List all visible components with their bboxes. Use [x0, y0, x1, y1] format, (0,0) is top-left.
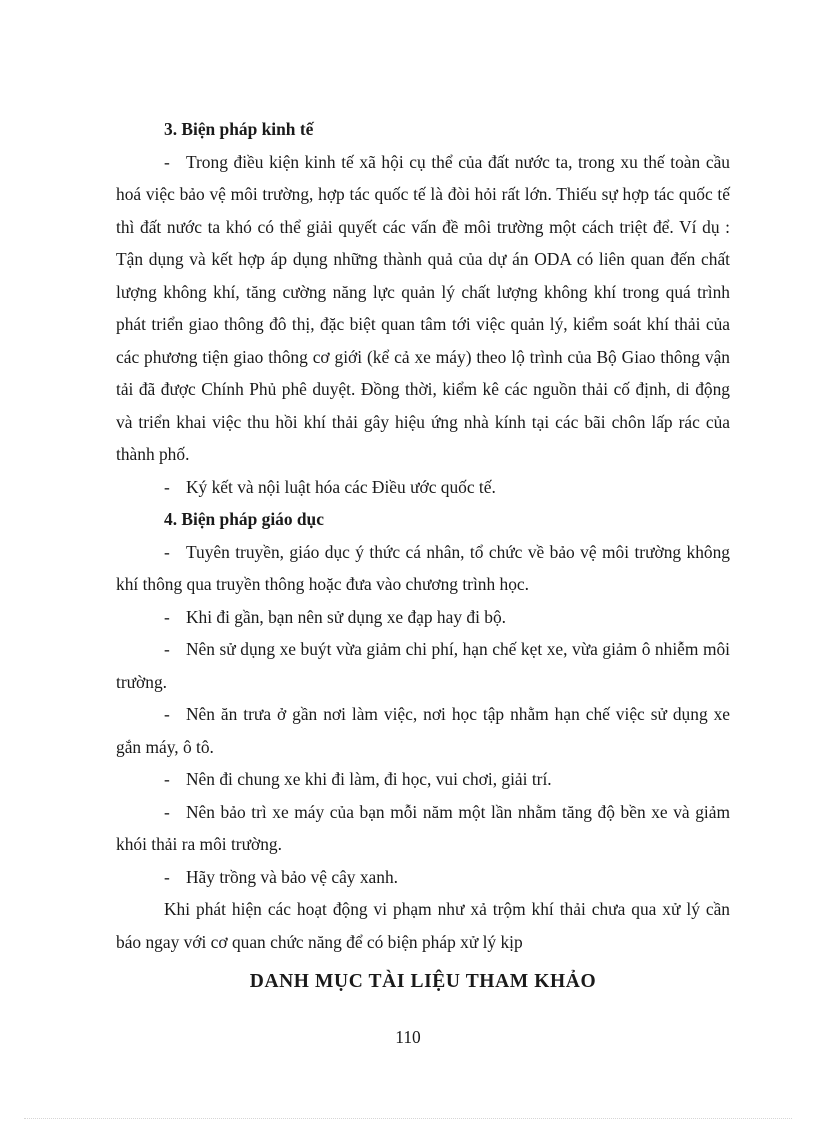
bullet-dash: - — [164, 639, 170, 659]
bullet-text: Nên đi chung xe khi đi làm, đi học, vui chơi, giải trí. — [186, 769, 552, 789]
page-body — [116, 113, 730, 998]
bullet-paragraph — [116, 796, 730, 861]
bullet-paragraph — [116, 698, 730, 763]
bullet-dash: - — [164, 151, 170, 172]
bullet-paragraph — [116, 763, 730, 796]
bullet-text: Ký kết và nội luật hóa các Điều ước quốc tế. — [186, 476, 496, 497]
bullet-paragraph — [116, 536, 730, 601]
closing-paragraph: Khi phát hiện các hoạt động vi phạm như xả trộm khí thải chưa qua xử lý cần báo ngay với cơ quan chức năng để có biện pháp xử lý kịp — [116, 899, 730, 952]
page-number: 110 — [395, 1027, 421, 1047]
bullet-dash: - — [164, 769, 170, 789]
bullet-text: Nên ăn trưa ở gần nơi làm việc, nơi học tập nhằm hạn chế việc sử dụng xe gắn máy, ô tô. — [116, 704, 730, 757]
bullet-paragraph — [116, 146, 730, 471]
bullet-text: Tuyên truyền, giáo dục ý thức cá nhân, tổ chức về bảo vệ môi trường không khí thông qua truyền thông hoặc đưa vào chương trình học. — [116, 541, 730, 594]
section-heading-economic: 3. Biện pháp kinh tế — [164, 119, 314, 139]
bullet-text: Nên sử dụng xe buýt vừa giảm chi phí, hạn chế kẹt xe, vừa giảm ô nhiễm môi trường. — [116, 639, 730, 692]
bullet-paragraph — [116, 471, 730, 504]
bullet-dash: - — [164, 866, 170, 887]
bullet-dash: - — [164, 606, 170, 627]
bullet-dash: - — [164, 541, 170, 562]
bullet-dash: - — [164, 476, 170, 497]
section-heading-education: 4. Biện pháp giáo dục — [164, 509, 324, 529]
bullet-text: Hãy trồng và bảo vệ cây xanh. — [186, 866, 398, 887]
bullet-text: Nên bảo trì xe máy của bạn mỗi năm một lần nhằm tăng độ bền xe và giảm khói thải ra môi trường. — [116, 801, 730, 854]
bullet-text: Khi đi gần, bạn nên sử dụng xe đạp hay đi bộ. — [186, 606, 506, 627]
bullet-paragraph — [116, 633, 730, 698]
page-bottom-divider — [24, 1118, 792, 1119]
bullet-dash: - — [164, 801, 170, 822]
bullet-dash: - — [164, 704, 170, 724]
bullet-text: Trong điều kiện kinh tế xã hội cụ thể của đất nước ta, trong xu thế toàn cầu hoá việc bảo vệ môi trường, hợp tác quốc tế là đòi hỏi rất lớn. Thiếu sự hợp tác quốc tế thì đất nước ta khó có thể giải quyết các vấn đề môi trường một cách triệt để. Ví dụ : Tận dụng và kết hợp áp dụng những thành quả của dự án ODA có liên quan đến chất lượng không khí, tăng cường năng lực quản lý chất lượng không khí trong quá trình phát triển giao thông đô thị, đặc biệt quan tâm tới việc quản lý, kiểm soát khí thải của các phương tiện giao thông cơ giới (kể cả xe máy) theo lộ trình của Bộ Giao thông vận tải đã được Chính Phủ phê duyệt. Đồng thời, kiểm kê các nguồn thải cố định, di động và triển khai việc thu hồi khí thải gây hiệu ứng nhà kính tại các bãi chôn lấp rác của thành phố. — [116, 151, 730, 464]
bullet-paragraph — [116, 861, 730, 894]
references-title: DANH MỤC TÀI LIỆU THAM KHẢO — [249, 971, 597, 992]
bullet-paragraph — [116, 601, 730, 634]
